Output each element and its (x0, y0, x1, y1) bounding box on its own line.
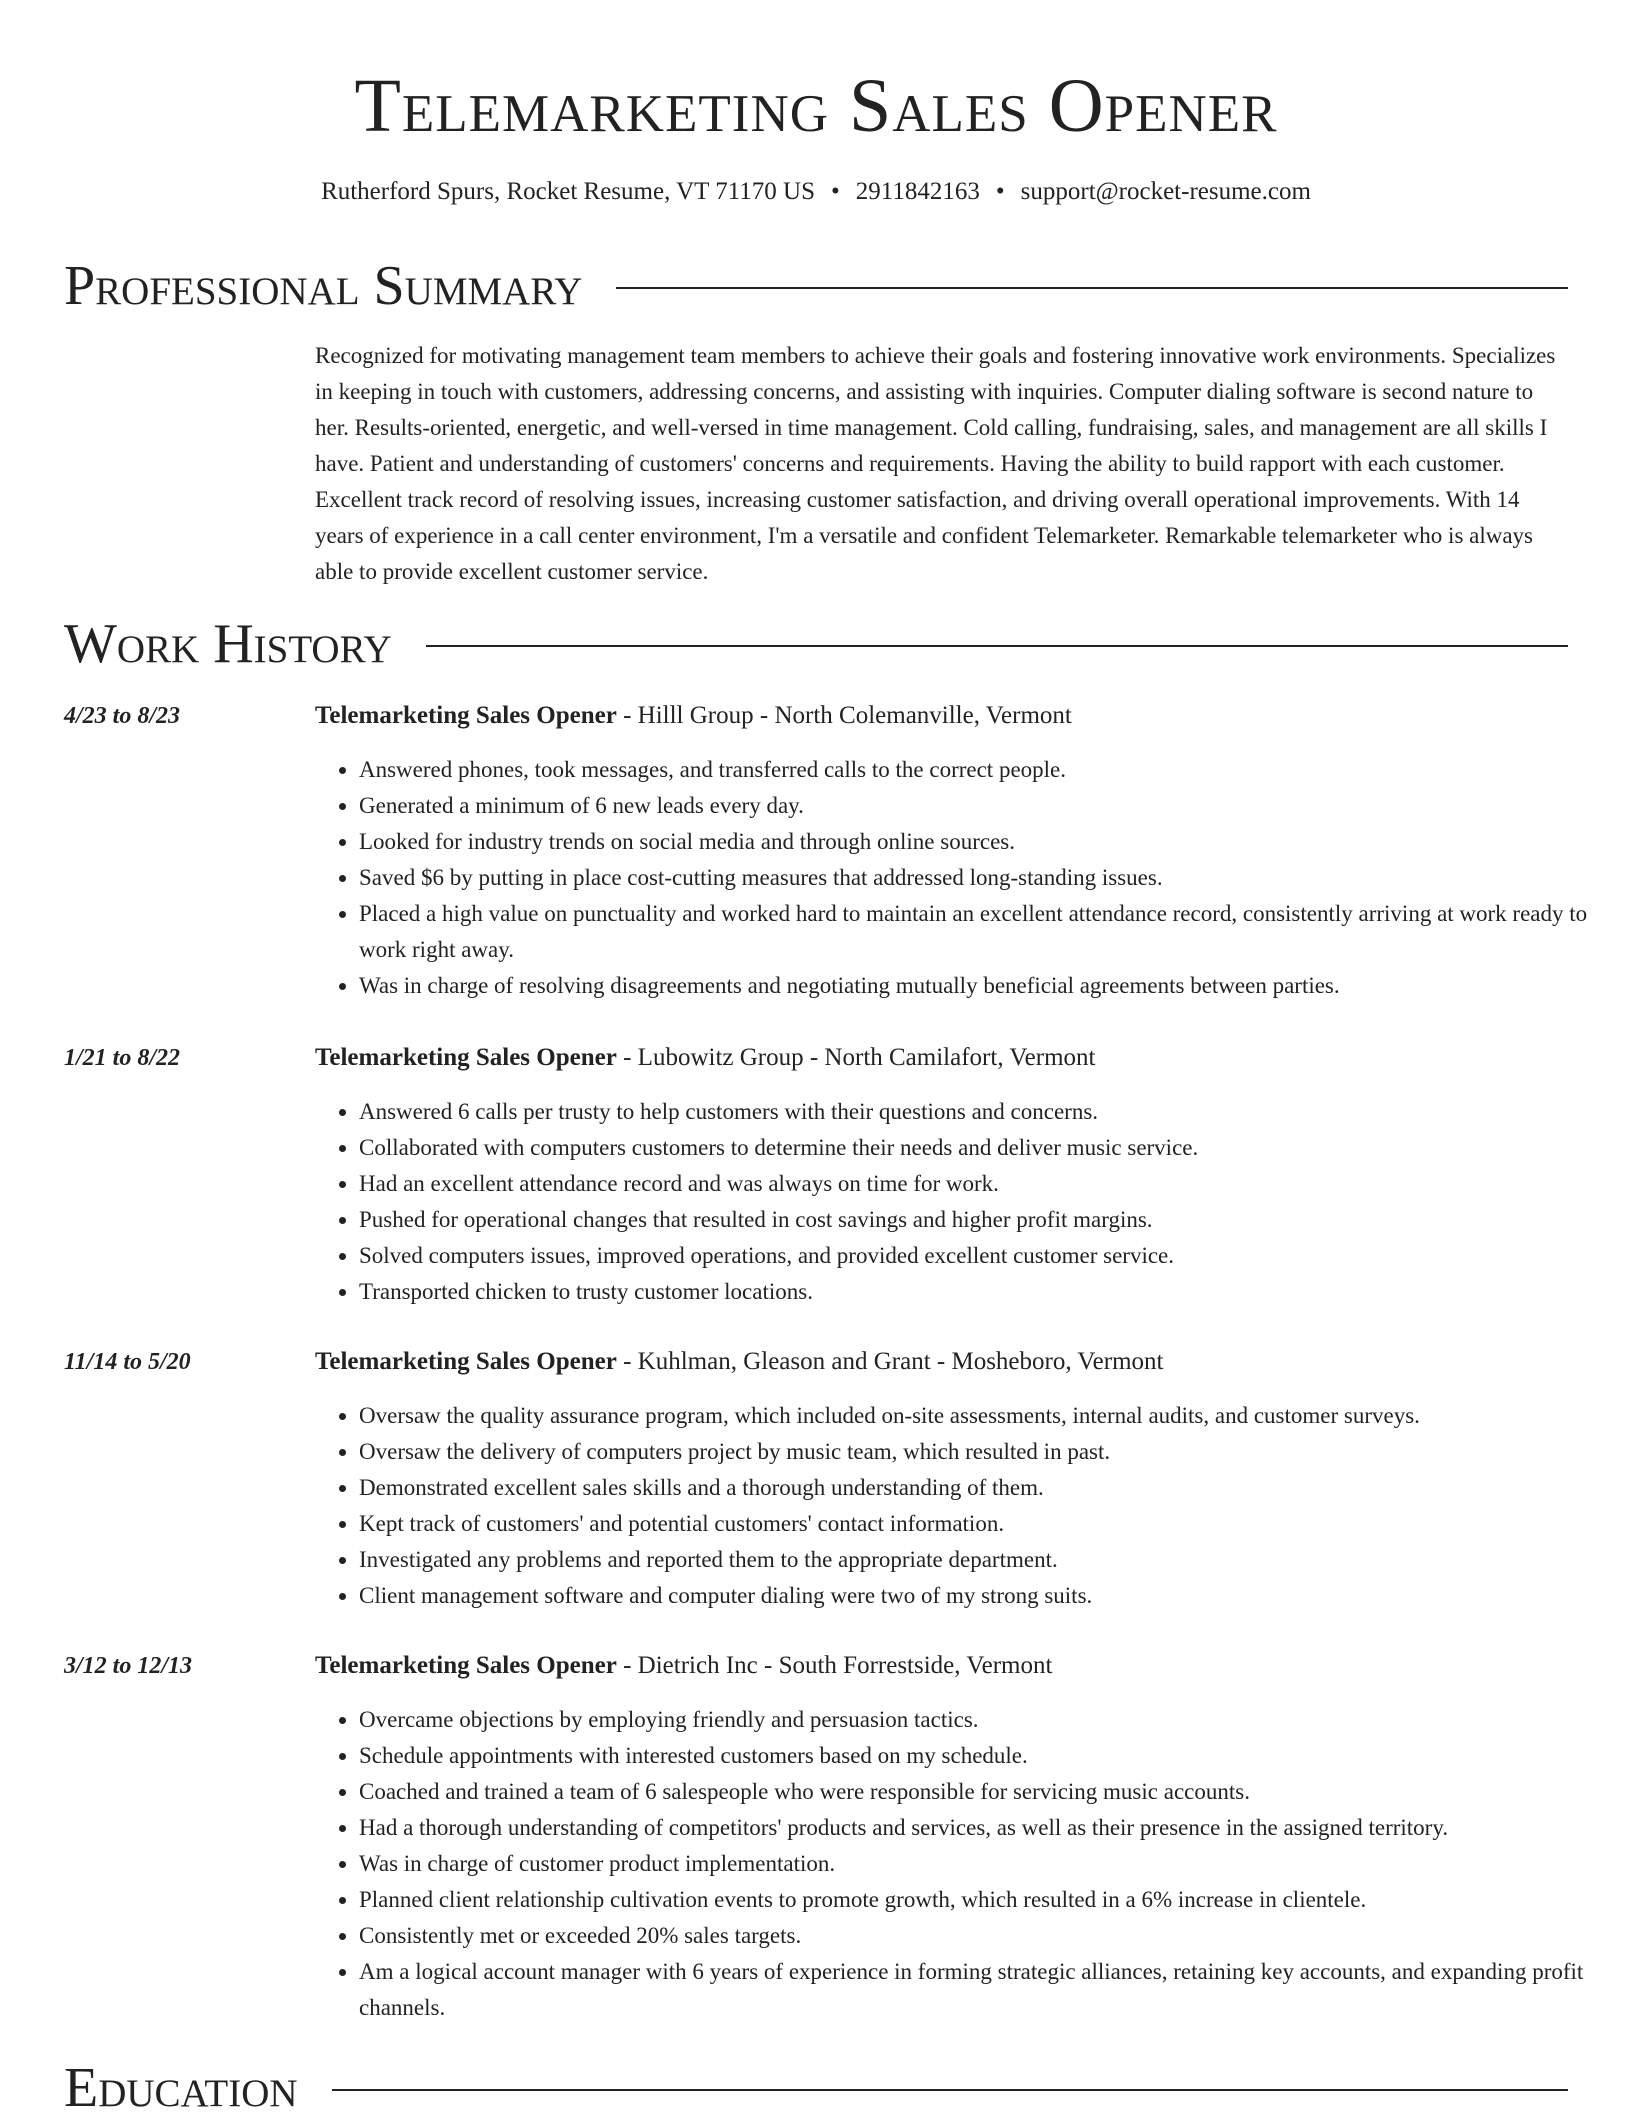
job-details: - Lubowitz Group - North Camilafort, Vermont (616, 1044, 1096, 1071)
job-title: Telemarketing Sales Opener (315, 702, 617, 729)
job-title: Telemarketing Sales Opener (315, 1044, 617, 1071)
job-bullet: • Coached and trained a team of 6 salespeople who were responsible for servicing music accounts. (359, 1774, 1612, 1810)
contact-email: support@rocket-resume.com (1020, 178, 1311, 205)
job-dates: 11/14 to 5/20 (64, 1349, 191, 1375)
job-bullet: • Demonstrated excellent sales skills and a thorough understanding of them. (359, 1470, 1612, 1506)
job-bullet: • Schedule appointments with interested customers based on my schedule. (359, 1738, 1612, 1774)
job-bullet-list (315, 1702, 1612, 2026)
contact-address: Rutherford Spurs, Rocket Resume, VT 71170 US (321, 178, 816, 205)
job-bullet: • Investigated any problems and reported them to the appropriate department. (359, 1542, 1612, 1578)
education-heading: Education (64, 2057, 298, 2119)
job-header (315, 1344, 1568, 1380)
job-bullet-list (315, 1398, 1612, 1614)
job-bullet-list (315, 752, 1612, 1004)
job-bullet: • Am a logical account manager with 6 years of experience in forming strategic alliances, retaining key accounts, and expanding profit channels. (359, 1954, 1612, 2026)
job-bullet: • Was in charge of resolving disagreements and negotiating mutually beneficial agreements between parties. (359, 968, 1612, 1004)
education-section-header (64, 2056, 1568, 2120)
job-bullet: • Pushed for operational changes that resulted in cost savings and higher profit margins. (359, 1202, 1612, 1238)
job-details: - Hilll Group - North Colemanville, Vermont (616, 702, 1072, 729)
job-bullet: • Looked for industry trends on social media and through online sources. (359, 824, 1612, 860)
job-title: Telemarketing Sales Opener (315, 1348, 617, 1375)
job-bullet: • Client management software and computer dialing were two of my strong suits. (359, 1578, 1612, 1614)
job-bullet: • Answered phones, took messages, and transferred calls to the correct people. (359, 752, 1612, 788)
summary-section-header (64, 254, 1568, 318)
section-divider (426, 645, 1568, 647)
job-header (315, 1040, 1568, 1076)
job-bullet: • Overcame objections by employing friendly and persuasion tactics. (359, 1702, 1612, 1738)
job-bullet: • Was in charge of customer product implementation. (359, 1846, 1612, 1882)
job-bullet: • Solved computers issues, improved operations, and provided excellent customer service. (359, 1238, 1612, 1274)
job-bullet: • Answered 6 calls per trusty to help customers with their questions and concerns. (359, 1094, 1612, 1130)
job-bullet: • Had an excellent attendance record and was always on time for work. (359, 1166, 1612, 1202)
work-history-heading: Work History (64, 613, 392, 675)
job-bullet-list (315, 1094, 1612, 1310)
job-dates: 1/21 to 8/22 (64, 1045, 181, 1071)
job-details: - Dietrich Inc - South Forrestside, Vermont (616, 1652, 1053, 1679)
job-header (315, 1648, 1568, 1684)
section-divider (332, 2089, 1568, 2091)
job-bullet: • Had a thorough understanding of competitors' products and services, as well as their presence in the assigned territory. (359, 1810, 1612, 1846)
summary-heading: Professional Summary (64, 255, 583, 317)
contact-separator: • (995, 178, 1005, 205)
job-bullet: • Saved $6 by putting in place cost-cutting measures that addressed long-standing issues. (359, 860, 1612, 896)
contact-phone: 2911842163 (855, 178, 980, 205)
job-bullet: • Transported chicken to trusty customer locations. (359, 1274, 1612, 1310)
summary-text: Recognized for motivating management team members to achieve their goals and fostering innovative work environments. Specializes in keeping in touch with customers, addressing concerns, and assisting with inquiries. Computer dialing software is second nature to her. Results-oriented, energetic, and well-versed in time management. Cold calling, fundraising, sales, and management are all skills I have. Patient and understanding of customers' concerns and requirements. Having the ability to build rapport with each customer. Excellent track record of resolving issues, increasing customer satisfaction, and driving overall operational improvements. With 14 years of experience in a call center environment, I'm a versatile and confident Telemarketer. Remarkable telemarketer who is always able to provide excellent customer service. (315, 343, 1556, 584)
contact-separator: • (831, 178, 840, 205)
job-bullet: • Oversaw the quality assurance program, which included on-site assessments, internal audits, and customer surveys. (359, 1398, 1612, 1434)
job-details: - Kuhlman, Gleason and Grant - Mosheboro, Vermont (616, 1348, 1164, 1375)
job-bullet: • Consistently met or exceeded 20% sales targets. (359, 1918, 1612, 1954)
job-bullet: • Oversaw the delivery of computers project by music team, which resulted in past. (359, 1434, 1612, 1470)
candidate-name: Telemarketing Sales Opener (354, 64, 1278, 148)
job-title: Telemarketing Sales Opener (315, 1652, 617, 1679)
job-header (315, 698, 1568, 734)
job-bullet: • Kept track of customers' and potential customers' contact information. (359, 1506, 1612, 1542)
contact-line (64, 176, 1568, 208)
job-bullet: • Collaborated with computers customers to determine their needs and deliver music service. (359, 1130, 1612, 1166)
work-history-section-header (64, 612, 1568, 676)
job-bullet: • Generated a minimum of 6 new leads every day. (359, 788, 1612, 824)
section-divider (616, 287, 1568, 289)
job-dates: 3/12 to 12/13 (64, 1653, 193, 1679)
job-dates: 4/23 to 8/23 (64, 703, 181, 729)
job-bullet: • Planned client relationship cultivation events to promote growth, which resulted in a 6% increase in clientele. (359, 1882, 1612, 1918)
job-bullet: • Placed a high value on punctuality and worked hard to maintain an excellent attendance record, consistently arriving at work ready to work right away. (359, 896, 1612, 968)
